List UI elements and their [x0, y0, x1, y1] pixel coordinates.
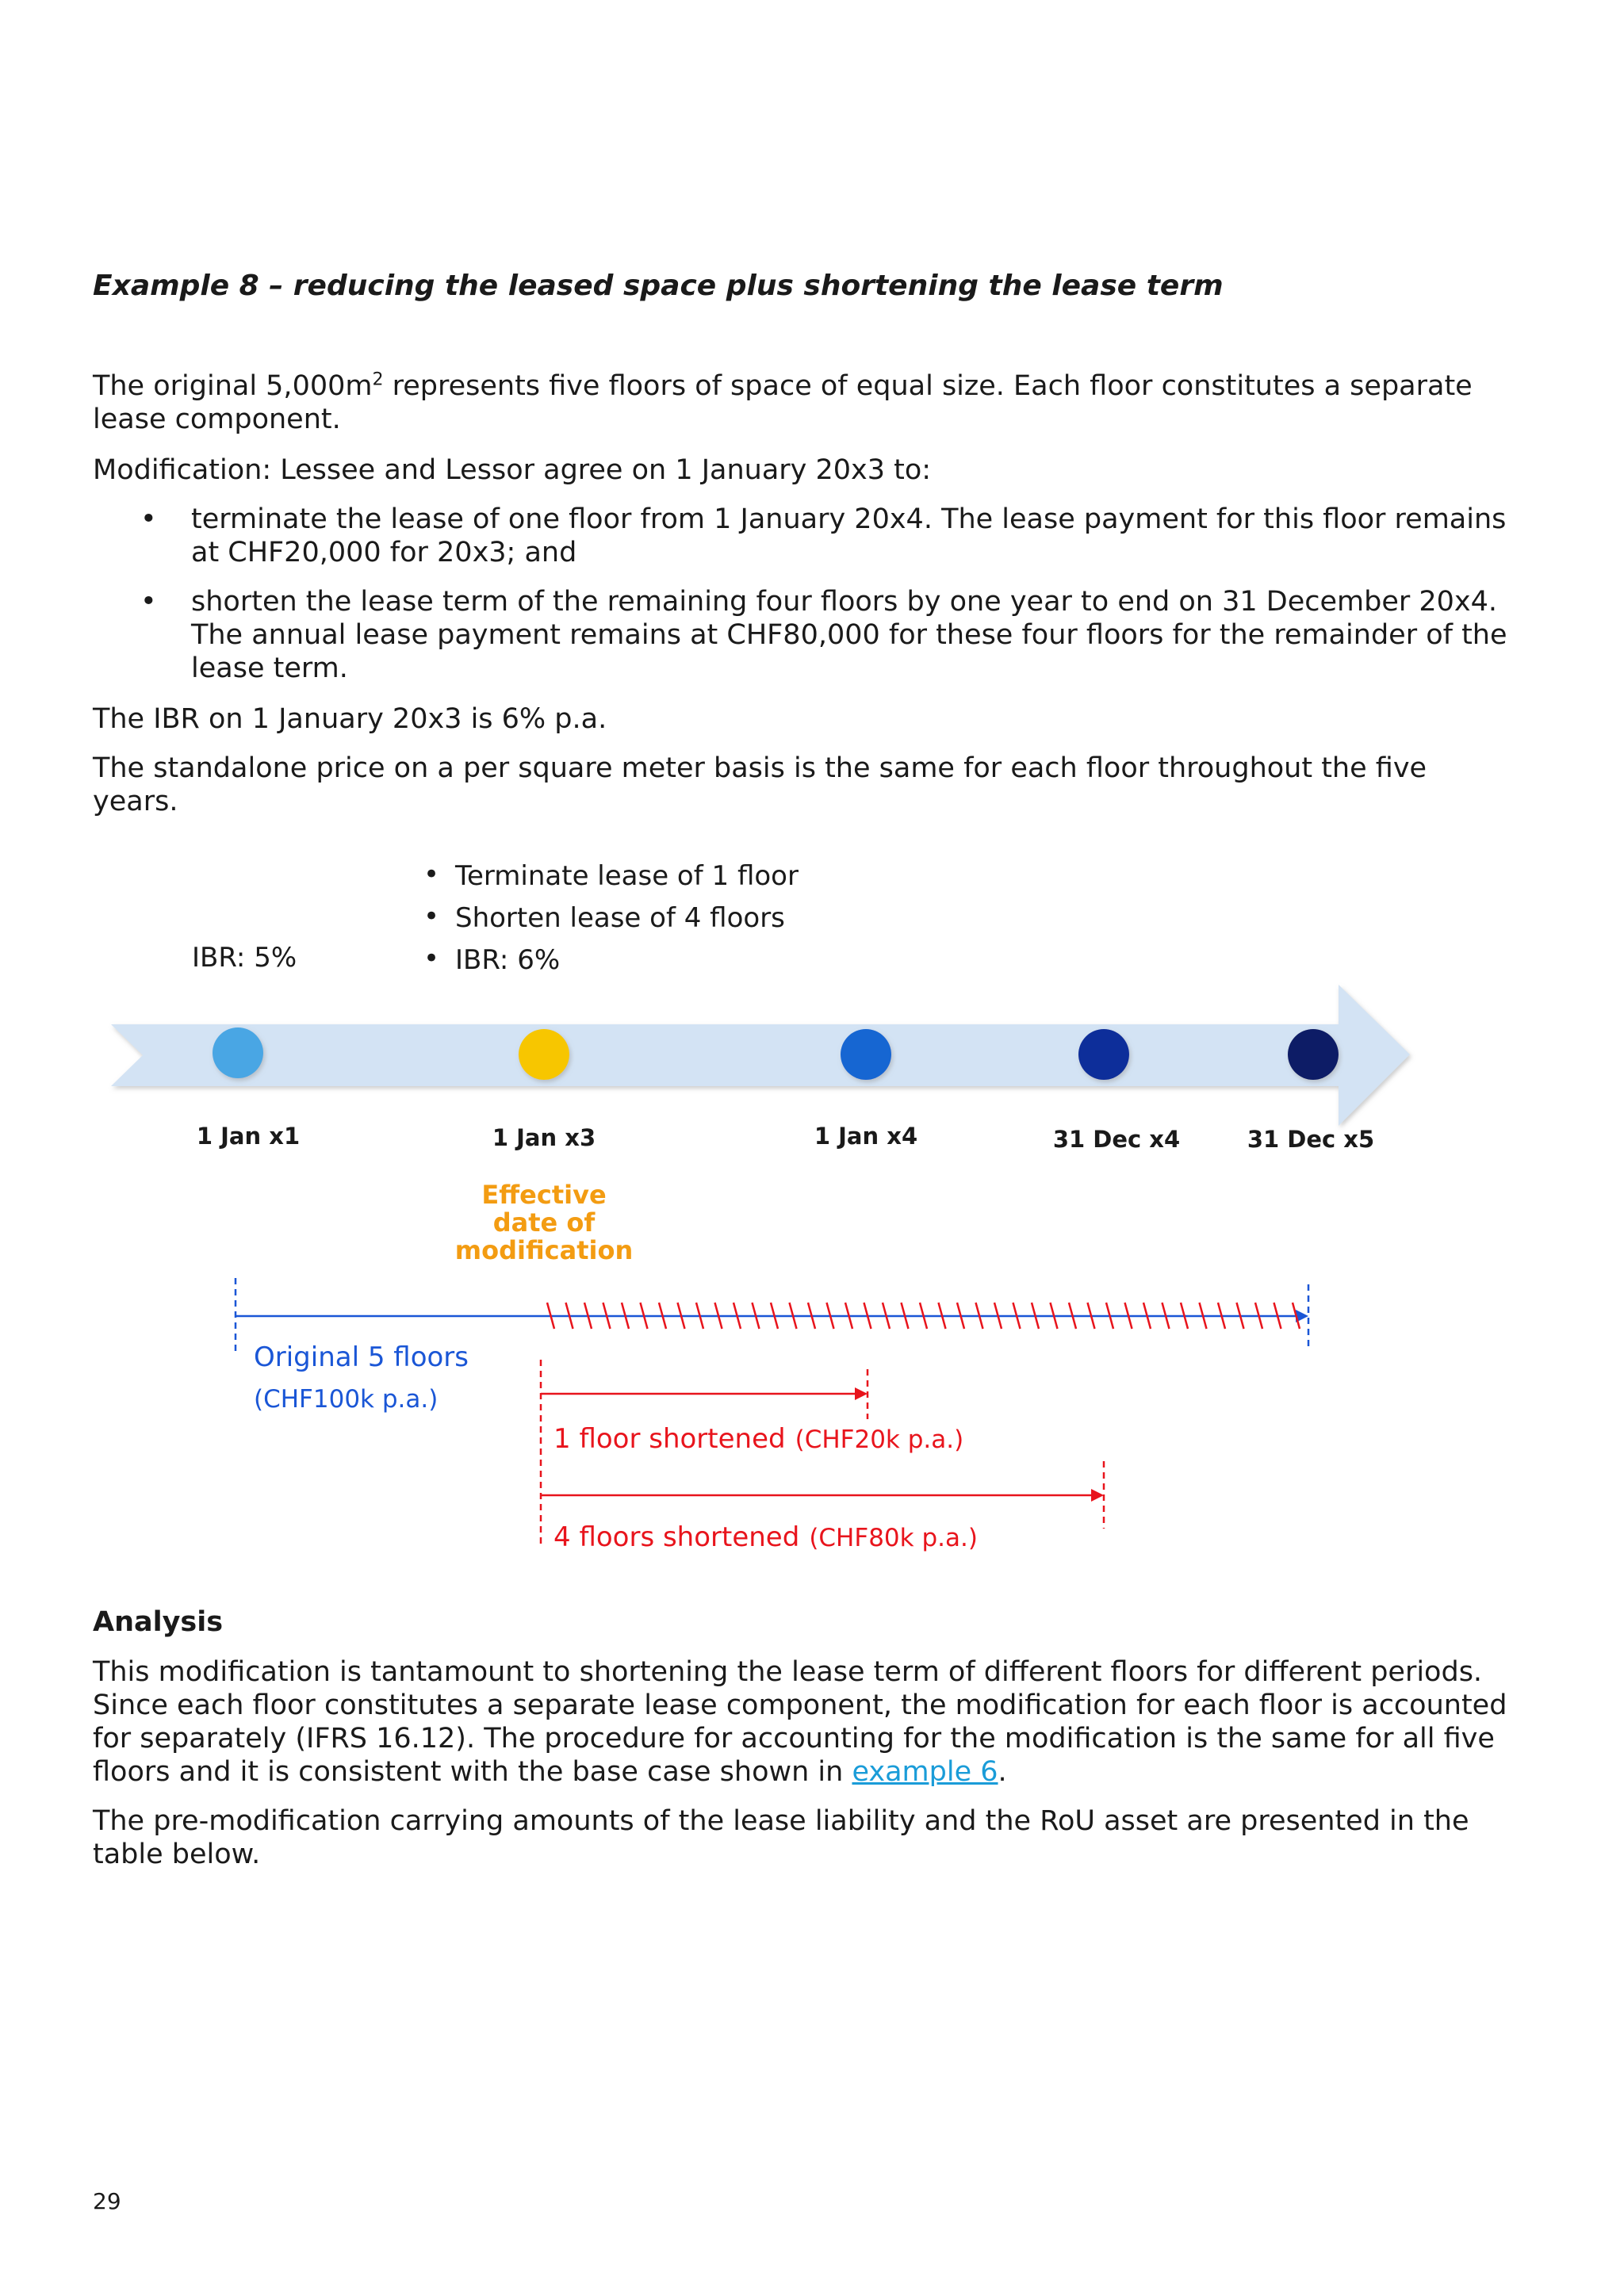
modification-point: Terminate lease of 1 floor: [455, 860, 799, 892]
intro-paragraph-1: [93, 369, 1520, 436]
example-6-link[interactable]: example 6: [852, 1756, 998, 1788]
arrowhead-icon: [855, 1387, 868, 1400]
list-item: [93, 503, 1520, 569]
bullet-icon: •: [140, 586, 157, 618]
modification-point: Shorten lease of 4 floors: [455, 902, 785, 934]
original-lease-label: Original 5 floors: [254, 1341, 469, 1373]
date-label: 31 Dec x4: [1052, 1126, 1181, 1153]
page-number: 29: [93, 2188, 121, 2214]
intro-text: The original 5,000m: [93, 370, 373, 402]
date-marker-3: [841, 1029, 891, 1080]
original-lease-amount: (CHF100k p.a.): [254, 1385, 439, 1414]
date-marker-2: [519, 1029, 569, 1080]
modification-point: IBR: 6%: [455, 944, 561, 976]
date-marker-5: [1288, 1029, 1339, 1080]
analysis-heading: Analysis: [93, 1606, 224, 1638]
initial-ibr-label: IBR: 5%: [192, 942, 297, 974]
date-marker-1: [213, 1027, 263, 1078]
list-item: [93, 585, 1520, 685]
date-marker-4: [1078, 1029, 1129, 1080]
modification-intro: Modification: Lessee and Lessor agree on 1 January 20x3 to:: [93, 454, 932, 486]
date-label: 1 Jan x1: [196, 1123, 301, 1150]
effective-date-label: Effective: [481, 1180, 607, 1210]
date-label: 1 Jan x4: [814, 1123, 918, 1150]
one-floor-label: 1 floor shortened (CHF20k p.a.): [553, 1423, 964, 1455]
bullet-icon: •: [423, 859, 440, 890]
four-floor-label: 4 floors shortened (CHF80k p.a.): [553, 1521, 978, 1553]
ibr-paragraph: The IBR on 1 January 20x3 is 6% p.a.: [93, 703, 607, 735]
analysis-text: This modification is tantamount to shortening the lease term of different floors for different periods. Since each floor constitutes a separate lease component, the modification for each floor is accounted for separately (IFRS 16.12). The procedure for accounting for the modification is the same for all five floors and it is consistent with the base case shown in: [93, 1656, 1507, 1788]
analysis-text-end: .: [998, 1756, 1007, 1788]
bullet-text: shorten the lease term of the remaining four floors by one year to end on 31 December 20x4. The annual lease payment remains at CHF80,000 for these four floors for the remainder of the lease term.: [191, 586, 1507, 684]
date-label: 1 Jan x3: [492, 1124, 596, 1151]
modification-bullets: [93, 503, 1520, 701]
date-label: 31 Dec x5: [1247, 1126, 1375, 1153]
arrowhead-icon: [1091, 1489, 1104, 1502]
bullet-icon: •: [423, 901, 440, 932]
lease-timeline-diagram: [0, 840, 1624, 1570]
bullet-text: terminate the lease of one floor from 1 January 20x4. The lease payment for this floor remains at CHF20,000 for 20x3; and: [191, 503, 1507, 568]
bullet-icon: •: [140, 503, 157, 535]
bullet-icon: •: [423, 943, 440, 974]
effective-date-label: modification: [454, 1235, 634, 1265]
superscript: 2: [372, 369, 384, 390]
analysis-paragraph-1: [93, 1655, 1520, 1789]
intro-text-cont: represents five floors of space of equal size. Each floor constitutes a separate lease component.: [93, 370, 1473, 435]
example-title: Example 8 – reducing the leased space plus shortening the lease term: [93, 270, 1224, 302]
timeline-arrow: [111, 985, 1410, 1126]
standalone-price-paragraph: The standalone price on a per square meter basis is the same for each floor throughout the five years.: [93, 752, 1427, 817]
effective-date-label: date of: [492, 1207, 596, 1238]
analysis-paragraph-2: The pre-modification carrying amounts of the lease liability and the RoU asset are presented in the table below.: [93, 1805, 1469, 1870]
